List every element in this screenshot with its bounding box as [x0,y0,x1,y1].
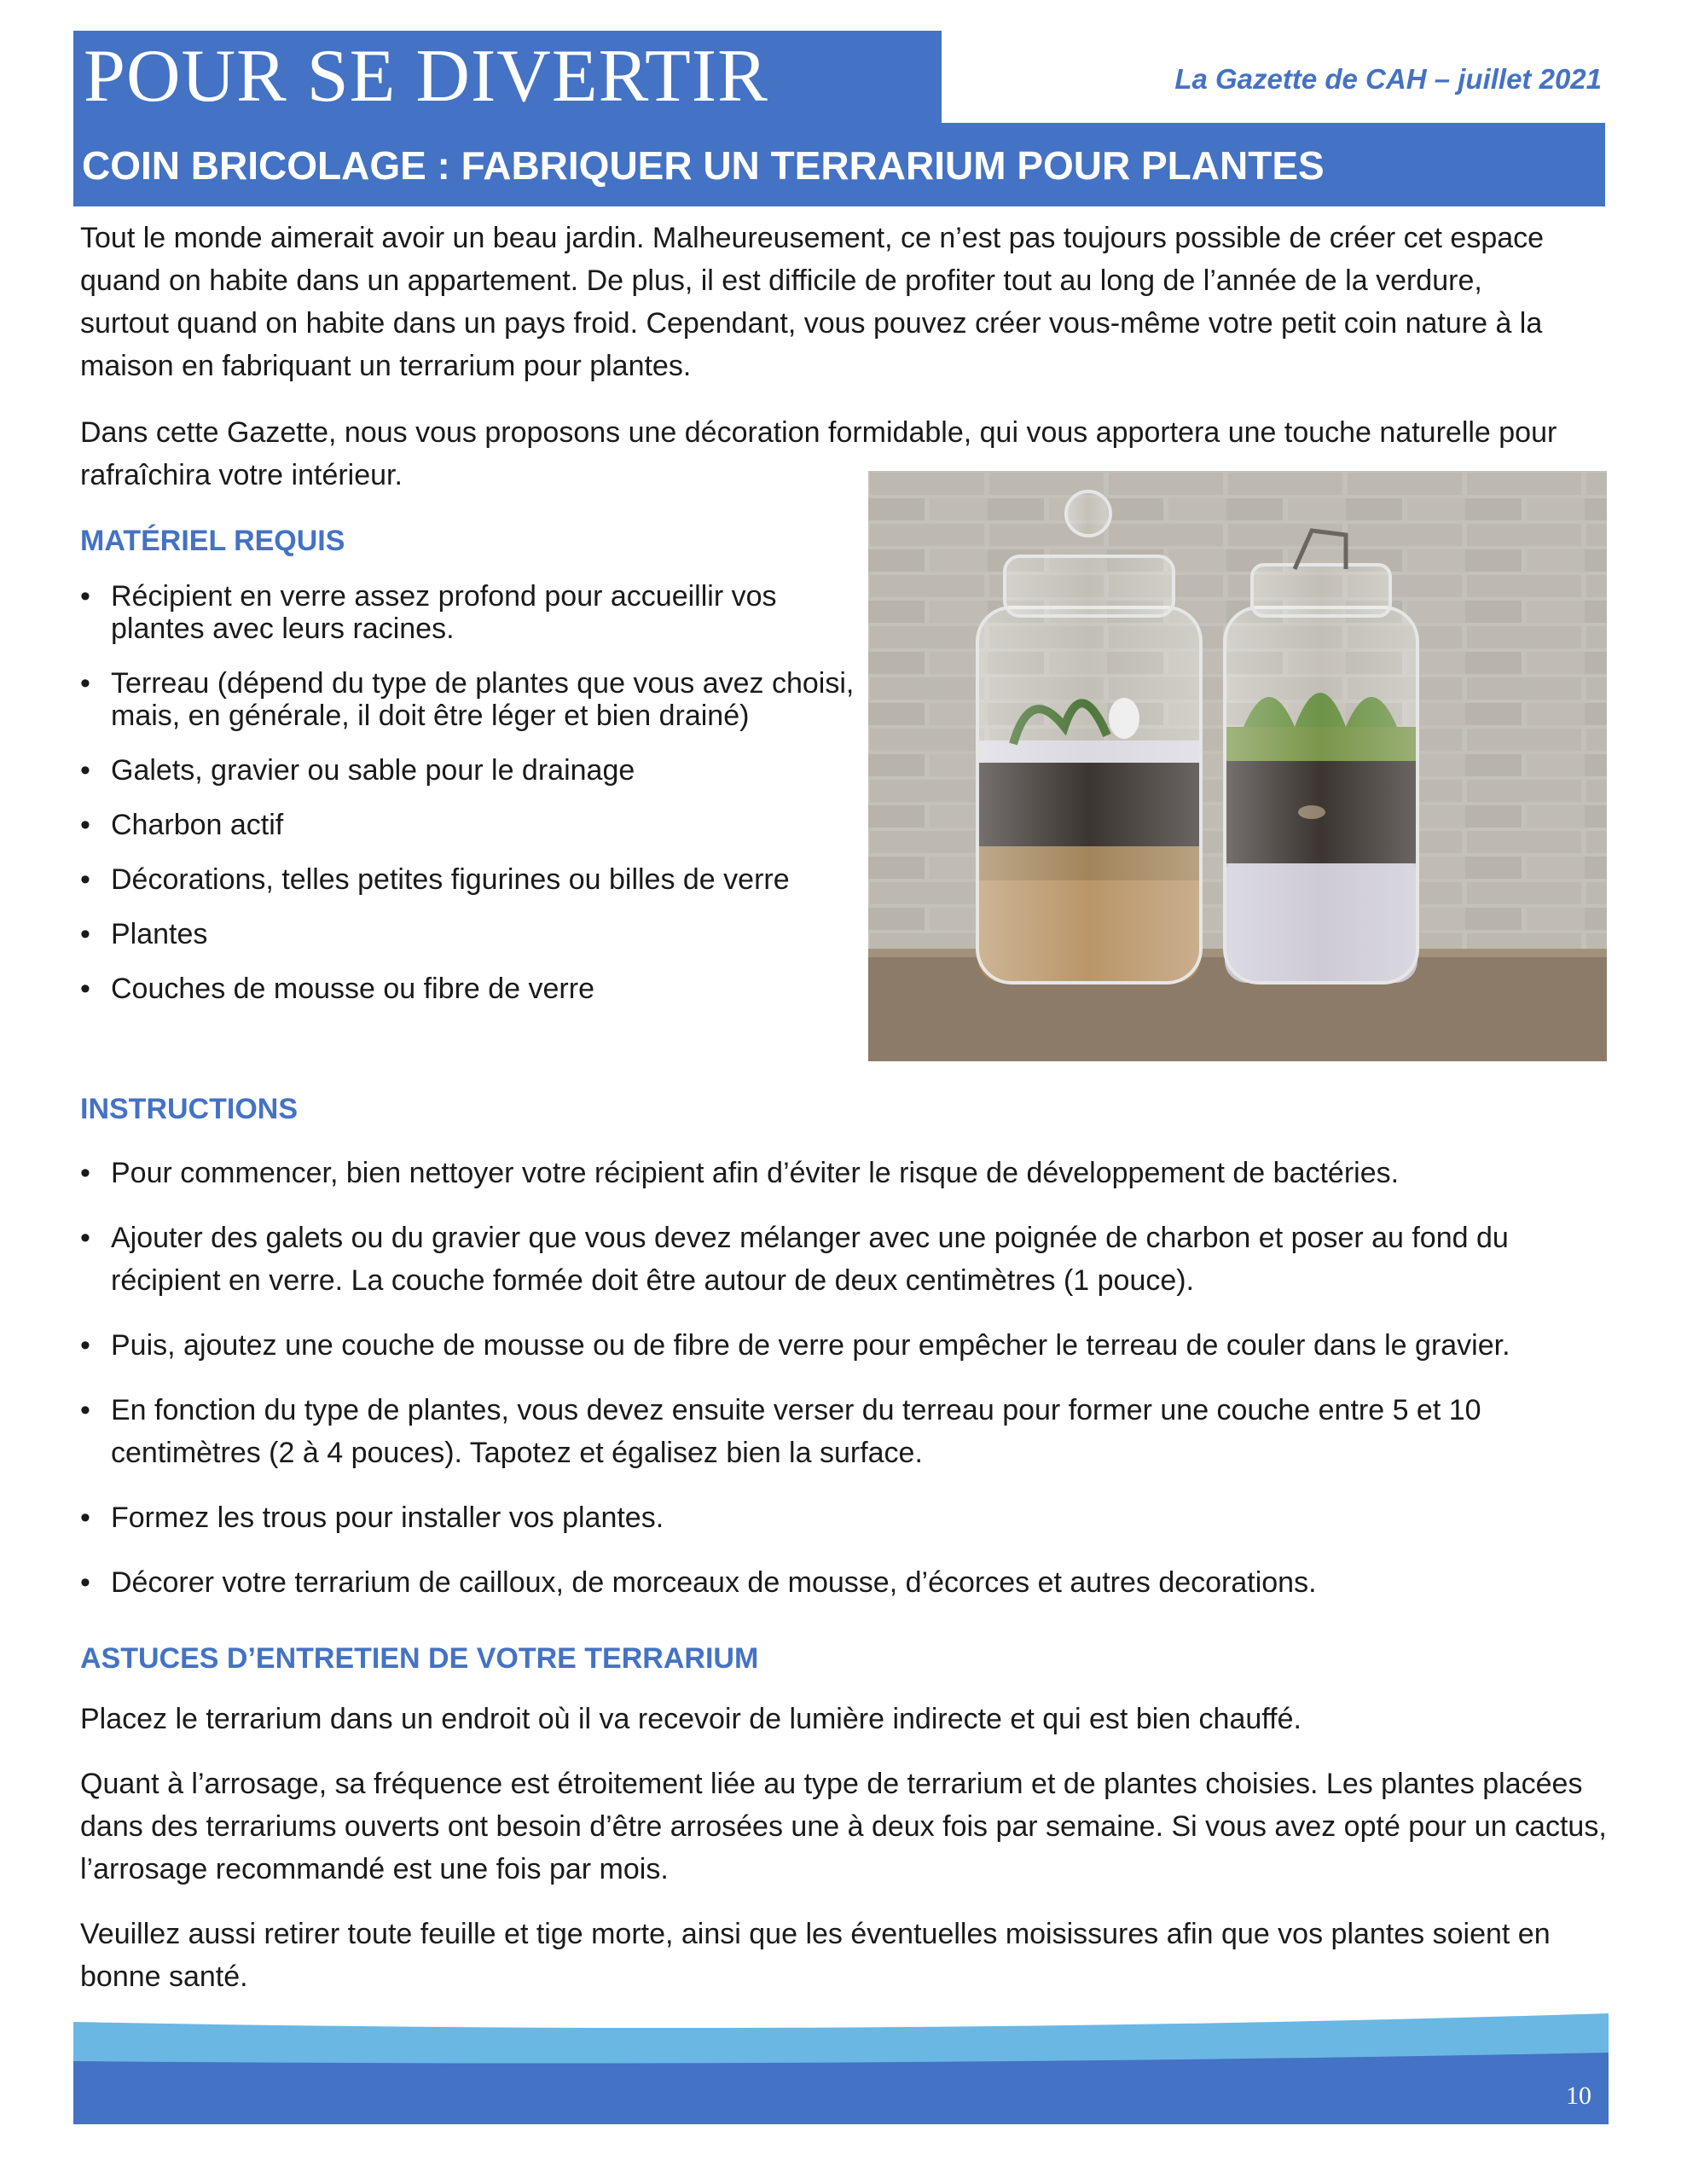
intro-paragraph-2: Dans cette Gazette, nous vous proposons une décoration formidable, qui vous apportera une touche naturelle pour rafraîchira votre intérieur. [80,416,1557,491]
right-jar [1225,531,1417,983]
materiel-list [80,580,865,1027]
list-item: • Puis, ajoutez une couche de mousse ou de fibre de verre pour empêcher le terreau de couler dans le gravier. [80,1324,1615,1367]
page-number: 10 [1566,2082,1591,2110]
instructions-heading: INSTRUCTIONS [80,1093,298,1125]
footer-wave [73,2013,1609,2124]
list-item: • Plantes [80,918,865,950]
astuces-heading: ASTUCES D’ENTRETIEN DE VOTRE TERRARIUM [80,1642,759,1675]
list-item: • Couches de mousse ou fibre de verre [80,973,865,1005]
issue-label: La Gazette de CAH – juillet 2021 [1174,63,1602,95]
intro-paragraph-1: Tout le monde aimerait avoir un beau jardin. Malheureusement, ce n’est pas toujours possible de créer cet espace quand on habite dans un appartement. De plus, il est difficile de profiter tout au long de l’année de la verdure, surtout quand on habite dans un pays froid. Cependant, vous pouvez créer vous-même votre petit coin nature à la maison en fabriquant un terrarium pour plantes. [80,222,1545,382]
instructions-list [80,1152,1615,1626]
list-item: • Terreau (dépend du type de plantes que vous avez choisi, mais, en générale, il doit être léger et bien drainé) [80,667,865,732]
list-item: • Charbon actif [80,809,865,841]
list-item: • En fonction du type de plantes, vous devez ensuite verser du terreau pour former une couche entre 5 et 10 centimètres (2 à 4 pouces). Tapotez et égalisez bien la surface. [80,1389,1615,1474]
list-item: • Formez les trous pour installer vos plantes. [80,1496,1615,1539]
astuces-paragraph-3: Veuillez aussi retirer toute feuille et tige morte, ainsi que les éventuelles moisissures afin que vos plantes soient en bonne santé. [80,1918,1551,1993]
list-item: • Récipient en verre assez profond pour accueillir vos plantes avec leurs racines. [80,580,865,645]
list-item: • Décorer votre terrarium de cailloux, de morceaux de mousse, d’écorces et autres decorations. [80,1561,1615,1604]
list-item: • Pour commencer, bien nettoyer votre récipient afin d’éviter le risque de développement de bactéries. [80,1152,1615,1194]
article-title: COIN BRICOLAGE : FABRIQUER UN TERRARIUM POUR PLANTES [82,143,1325,188]
list-item: • Galets, gravier ou sable pour le drainage [80,754,865,787]
section-title: POUR SE DIVERTIR [84,35,768,118]
astuces-paragraph-1: Placez le terrarium dans un endroit où il va recevoir de lumière indirecte et qui est bien chauffé. [80,1703,1301,1735]
left-jar [977,491,1201,983]
terrarium-photo [868,471,1607,1061]
list-item: • Ajouter des galets ou du gravier que vous devez mélanger avec une poignée de charbon et poser au fond du récipient en verre. La couche formée doit être autour de deux centimètres (1 pouce). [80,1217,1615,1302]
list-item: • Décorations, telles petites figurines ou billes de verre [80,863,865,896]
astuces-paragraph-2: Quant à l’arrosage, sa fréquence est étroitement liée au type de terrarium et de plantes choisies. Les plantes placées dans des terrariums ouverts ont besoin d’être arrosées une à deux fois par semaine. Si vous avez opté pour un cactus, l’arrosage recommandé est une fois par mois. [80,1768,1607,1885]
materiel-heading: MATÉRIEL REQUIS [80,525,345,557]
